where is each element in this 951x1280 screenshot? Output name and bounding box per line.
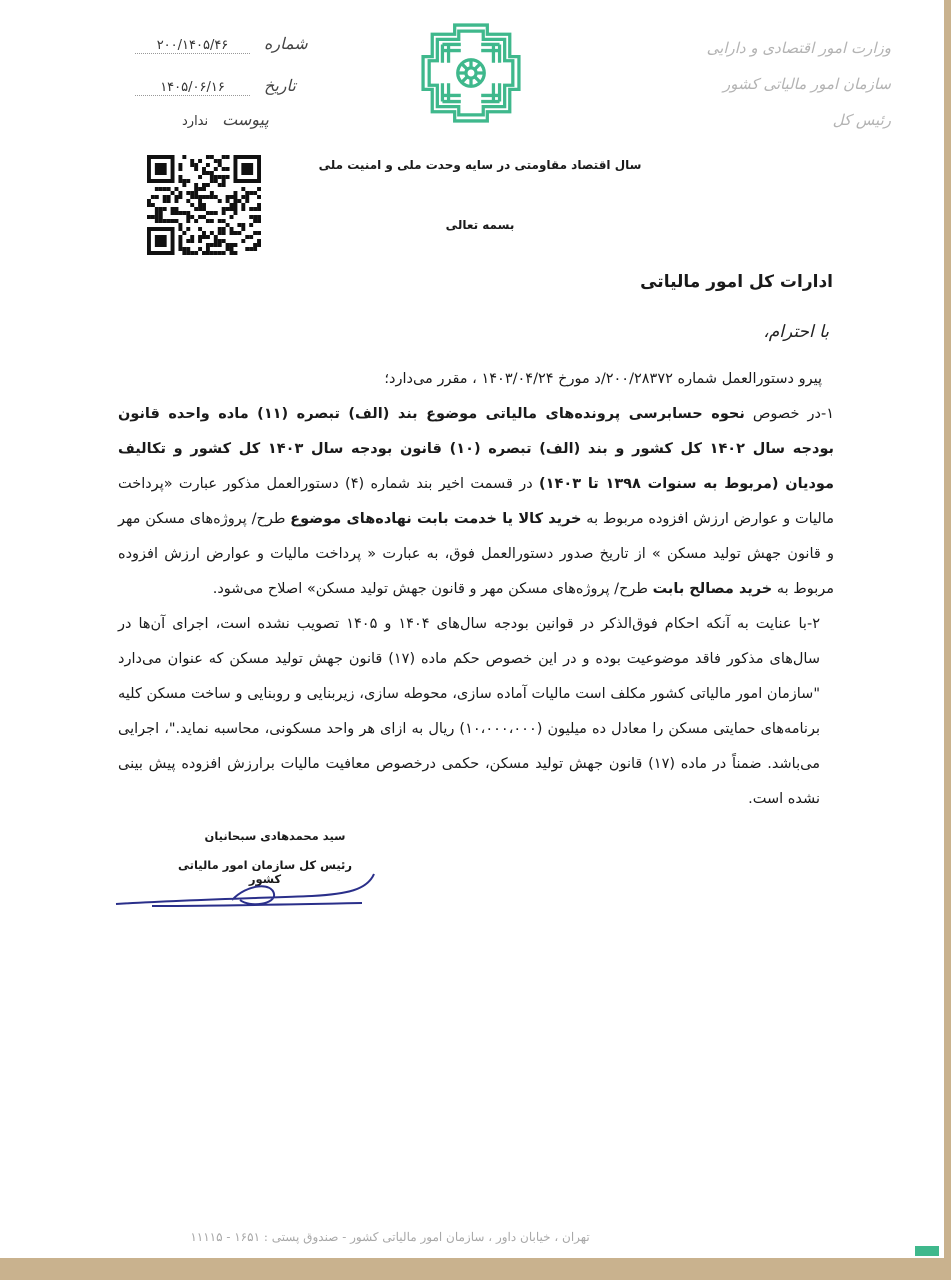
ministry-line-1: وزارت امور اقتصادی و دارایی [706,39,891,57]
letter-number [135,34,308,54]
p1-text-2: طرح/ پروژه‌های مسکن مهر و قانون جهش تولید مسکن » از تاریخ صدور دستورالعمل فوق، به عبارت « پرداخت مالیات و عوارض ارزش افزوده مربوط به [118,511,834,597]
p1-bold-phrase-1: خرید کالا یا خدمت بابت نهاده‌های موضوع [290,511,582,527]
letter-date [135,76,296,96]
number-label: شماره [264,34,308,53]
scan-edge-right [944,0,951,1280]
signatory-title: رئیس کل سازمان امور مالیاتی کشور [178,858,352,886]
p1-text-1: در قسمت اخیر بند شماره (۴) دستورالعمل مذکور عبارت «پرداخت مالیات و عوارض ارزش افزوده مربوط به [118,476,834,527]
corner-mark [915,1246,939,1256]
paragraph-2: ۲-با عنایت به آنکه احکام فوق‌الذکر در قوانین بودجه سال‌های ۱۴۰۴ و ۱۴۰۵ تصویب نشده است، اجرای آن‌ها در سال‌های مذکور فاقد موضوعیت بوده و در این خصوص حکم ماده (۱۷) قانون جهش تولید مسکن که عنوان می‌دارد "سازمان امور مالیاتی کشور مکلف است مالیات آماده سازی، محوطه سازی، زیربنایی و روبنایی و ساخت مسکن کلیه برنامه‌های حمایتی مسکن را معادل ده میلیون (۱۰،۰۰۰،۰۰۰) ریال به ازای هر واحد مسکونی، محاسبه نماید."، اجرایی می‌باشد. ضمناً در ماده (۱۷) قانون جهش تولید مسکن، حکمی درخصوص معافیت مالیات برارزش افزوده پیش بینی نشده است. [118,616,821,807]
footer-address: تهران ، خیابان داور ، سازمان امور مالیاتی کشور - صندوق پستی : ۱۶۵۱ - ۱۱۱۱۵ [190,1230,590,1244]
attachment-label: پیوست [222,110,269,129]
bismillah-heading: بسمه تعالی [445,218,515,232]
ministry-header [691,30,891,138]
p1-lead: ۱-در خصوص [744,406,835,422]
paragraph-1 [118,397,834,607]
scan-edge-bottom [0,1258,951,1280]
year-slogan: سال اقتصاد مقاومتی در سایه وحدت ملی و امنیت ملی [318,158,642,172]
letter-attachment [182,110,269,129]
attachment-value: ندارد [182,114,209,129]
signatory-name: سید محمدهادی سبحانیان [204,829,346,843]
number-value: ۲۰۰/۱۴۰۵/۴۶ [135,38,250,54]
intro-paragraph: پیرو دستورالعمل شماره ۲۰۰/۲۸۳۷۲/د مورخ ۱۴۰۳/۰۴/۲۴ ، مقرر می‌دارد؛ [384,371,822,387]
ministry-line-2: سازمان امور مالیاتی کشور [723,75,891,93]
letter-body [118,362,834,817]
salutation: با احترام، [763,322,829,342]
tax-organization-logo-icon [420,22,522,124]
date-label: تاریخ [264,76,296,95]
p1-bold-phrase-2: خرید مصالح بابت [652,581,773,597]
date-value: ۱۴۰۵/۰۶/۱۶ [135,80,250,96]
ministry-line-3: رئیس کل [832,111,891,129]
p1-subject: نحوه حسابرسی پرونده‌های مالیاتی موضوع بند (الف) تبصره (۱۱) ماده واحده قانون بودجه سال ۱۴۰۲ کل کشور و بند (الف) تبصره (۱۰) قانون بودجه سال ۱۴۰۳ کل کشور و تکالیف مودیان (مربوط به سنوات ۱۳۹۸ تا ۱۴۰۳) [118,406,834,492]
addressee: ادارات کل امور مالیاتی [640,272,833,292]
qr-code-icon [147,155,261,255]
p1-text-3: طرح/ پروژه‌های مسکن مهر و قانون جهش تولید مسکن» اصلاح می‌شود. [212,581,653,597]
handwritten-signature-icon [112,860,382,915]
